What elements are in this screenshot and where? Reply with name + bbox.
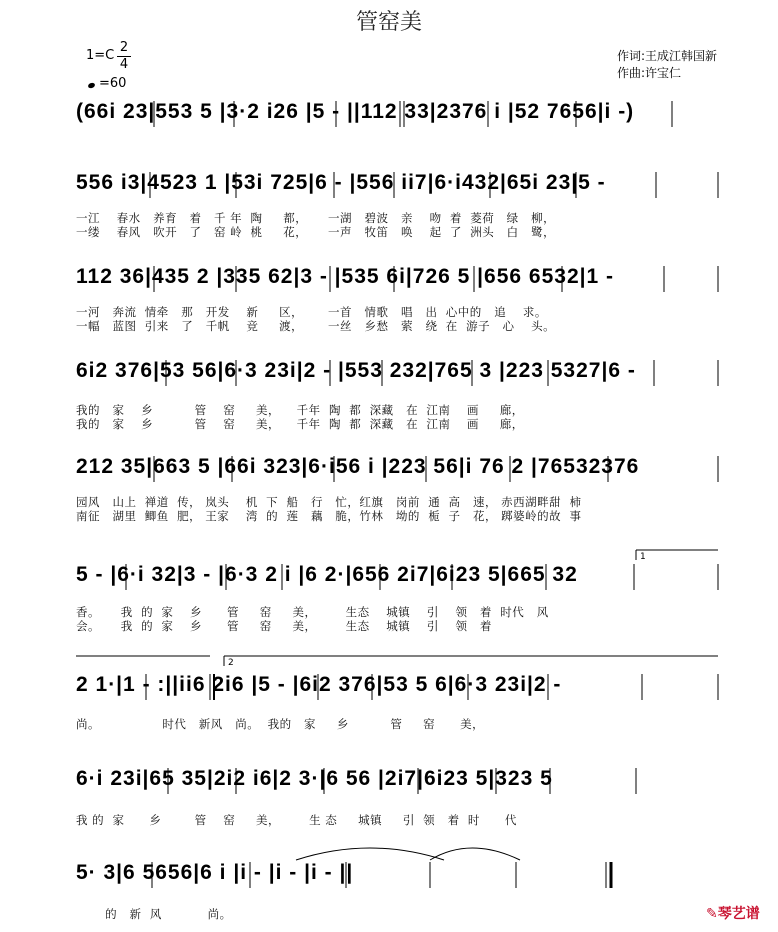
quarter-note-icon [87, 82, 95, 89]
credits [617, 48, 717, 82]
logo-icon: ✎ [706, 906, 718, 922]
lyrics-verse-2: 一幅 蓝图 引来 了 千帆 竞 渡， 一丝 乡愁 萦 绕 在 游子 心 头。 [76, 319, 556, 333]
tempo-marking [88, 76, 126, 91]
lyrics-verse-1: 尚。 时代 新风 尚。 我的 家 乡 管 窑 美， [76, 717, 485, 731]
notation-line: 6·i 23i|65 35|2i2 i6|2 3·|6 56 |2i7|6i23 5|323 5 [76, 767, 553, 790]
notation-line: 5 - |6·i 32|3 - |6·3 2 i |6 2·|656 2i7|6i23 5|665 32 [76, 563, 578, 586]
lyrics-verse-2: 会。 我 的 家 乡 管 窑 美， 生态 城镇 引 领 着 [76, 619, 492, 633]
tempo-value: =60 [99, 76, 127, 91]
lyrics-verse-1: 我 的 家 乡 管 窑 美， 生 态 城镇 引 领 着 时 代 [76, 813, 517, 827]
lyrics-verse-2: 我的 家 乡 管 窑 美， 千年 陶 都 深藏 在 江南 画 廊， [76, 417, 524, 431]
logo-text: 琴艺谱 [717, 906, 760, 922]
composer: 作曲:许宝仁 [617, 66, 682, 80]
volta-2: 2 [228, 658, 234, 668]
notation-line: (66i 23|553 5 |3·2 i26 |5 - ||112 33|2376 i |52 7656|i -) [76, 100, 635, 123]
time-signature-top: 2 [119, 40, 129, 55]
volta-1: 1 [640, 552, 646, 562]
time-signature [117, 40, 131, 73]
lyrics-verse-1: 园风 山上 禅道 传， 岚头 机 下 船 行 忙，红旗 岗前 通 高 速， 赤西湖畔甜 柿 [76, 495, 582, 509]
song-title: 管窑美 [355, 10, 422, 35]
lyrics-verse-2: 一缕 春风 吹开 了 窑 岭 桃 花， 一声 牧笛 唤 起 了 洲头 白 鹭， [76, 225, 556, 239]
lyrics-verse-1: 的 新 风 尚。 [76, 907, 232, 921]
notation-line: 112 36|435 2 |335 62|3 - |535 6i|726 5 |656 6532|1 - [76, 265, 615, 288]
lyrics-verse-2: 南征 湖里 鲫鱼 肥， 王家 湾 的 莲 藕 脆，竹林 坳的 栀 子 花， 踯婆岭的故 事 [76, 509, 582, 523]
notation-line: 2 1·|1 - :||ii6 2i6 |5 - |6i2 376|53 5 6|6·3 23i|2 - [76, 673, 562, 696]
lyrics-verse-1: 我的 家 乡 管 窑 美， 千年 陶 都 深藏 在 江南 画 廊， [76, 403, 524, 417]
site-logo[interactable] [706, 903, 760, 923]
lyrics-verse-1: 一河 奔流 情牵 那 开发 新 区， 一首 情歌 唱 出 心中的 追 求。 [76, 305, 547, 319]
lyrics-verse-1: 香。 我 的 家 乡 管 窑 美， 生态 城镇 引 领 着 时代 风 [76, 605, 549, 619]
notation-line: 556 i3|4523 1 |53i 725|6 - |556 ii7|6·i432|65i 23|5 - [76, 171, 606, 194]
time-signature-bottom: 4 [119, 57, 129, 72]
key-signature: 1=C [86, 48, 115, 63]
lyrics-verse-1: 一江 春水 养育 着 千 年 陶 都， 一湖 碧波 亲 吻 着 菱荷 绿 柳， [76, 211, 556, 225]
notation-line: 6i2 376|53 56|6·3 23i|2 - |553 232|765 3 |223 5327|6 - [76, 359, 636, 382]
notation-line: 212 35|663 5 |66i 323|6·i56 i |223 56|i 76 2 |76532376 [76, 455, 640, 478]
lyricist: 作词:王成江韩国新 [617, 49, 718, 63]
notation-line: 5· 3|6 5656|6 i |i - |i - |i - || [76, 861, 354, 884]
